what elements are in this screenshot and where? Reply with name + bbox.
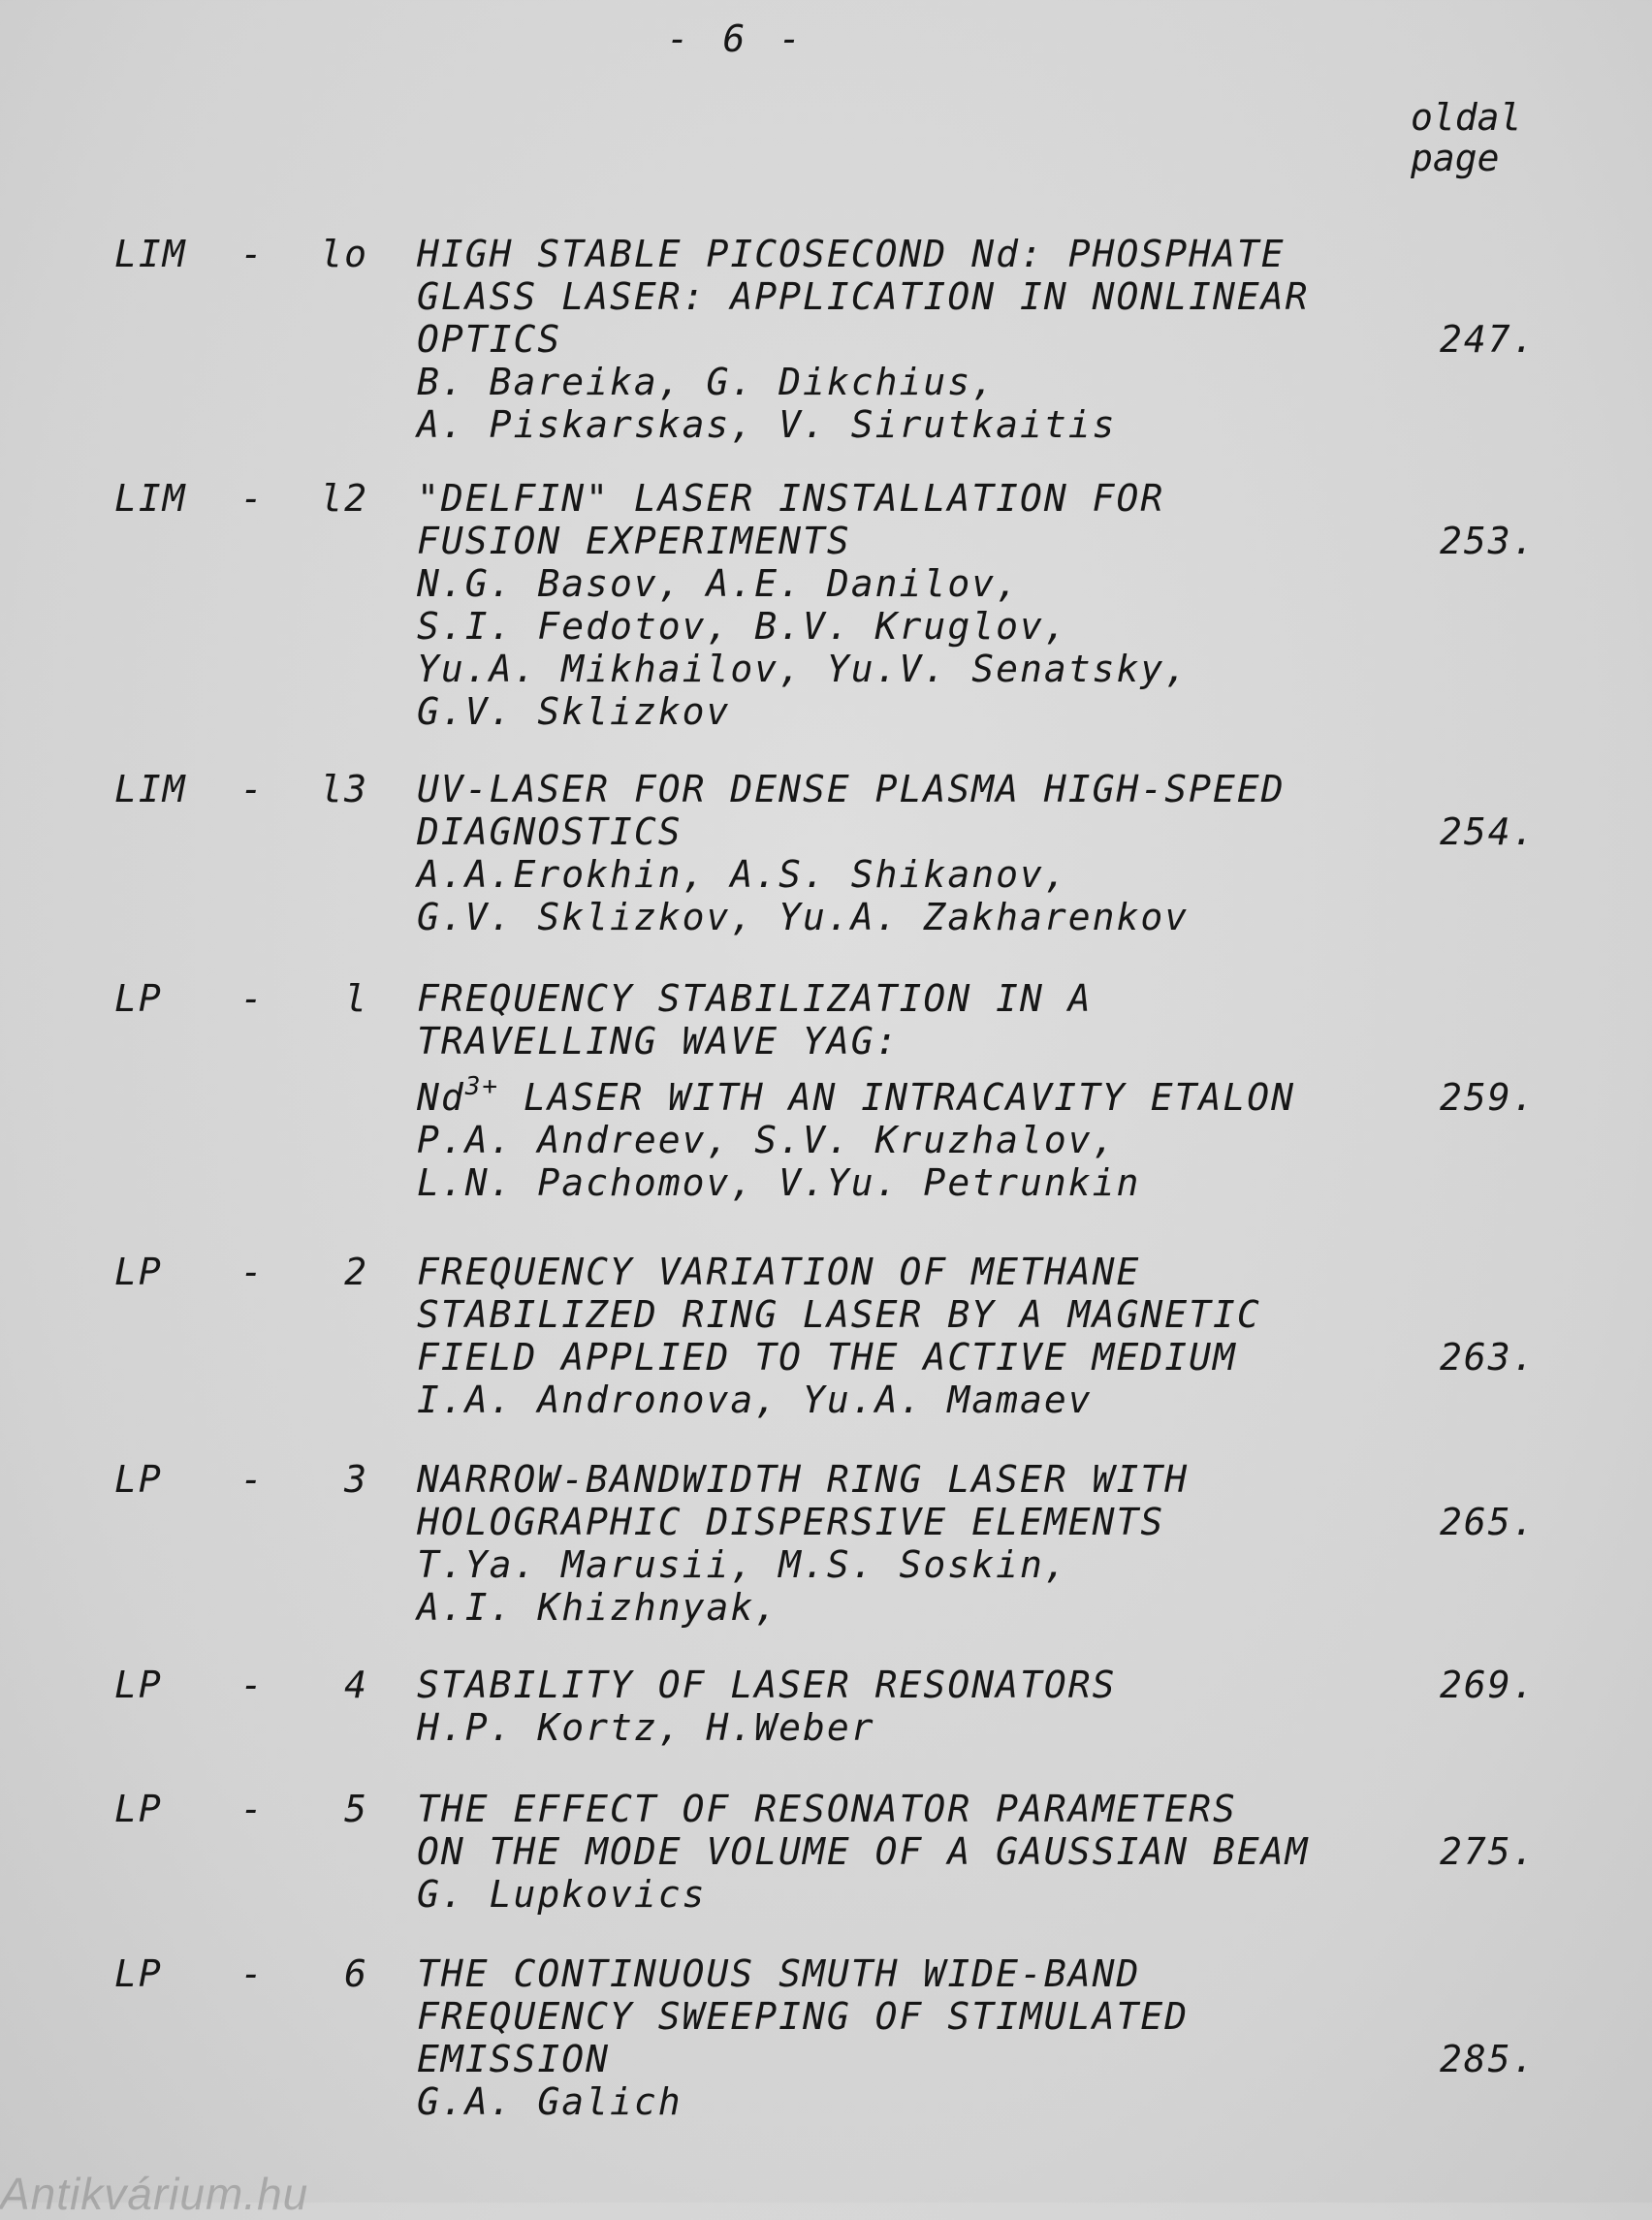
entry-code: LP bbox=[114, 1664, 163, 1706]
author-line: G.V. Sklizkov bbox=[417, 690, 731, 733]
title-line: GLASS LASER: APPLICATION IN NONLINEAR bbox=[417, 275, 1310, 318]
author-line: Yu.A. Mikhailov, Yu.V. Senatsky, bbox=[417, 648, 1190, 690]
title-line: HOLOGRAPHIC DISPERSIVE ELEMENTS bbox=[417, 1501, 1165, 1543]
entry-number: 4 bbox=[344, 1664, 368, 1706]
author-line: S.I. Fedotov, B.V. Kruglov, bbox=[417, 605, 1068, 648]
title-line bbox=[417, 1072, 1396, 1119]
entry-text bbox=[417, 1788, 1396, 1916]
entry-dash: - bbox=[240, 977, 265, 1020]
title-line: ON THE MODE VOLUME OF A GAUSSIAN BEAM bbox=[417, 1830, 1310, 1873]
title-line: STABILIZED RING LASER BY A MAGNETIC bbox=[417, 1293, 1261, 1336]
title-line: EMISSION bbox=[417, 2038, 611, 2080]
author-line: L.N. Pachomov, V.Yu. Petrunkin bbox=[417, 1161, 1141, 1204]
entry-code: LP bbox=[114, 1458, 163, 1501]
entry-text bbox=[417, 1664, 1396, 1749]
entry-code: LIM bbox=[114, 768, 187, 810]
author-line: A.I. Khizhnyak, bbox=[417, 1586, 779, 1629]
entry-page: 269. bbox=[1440, 1664, 1537, 1706]
title-line: TRAVELLING WAVE YAG: bbox=[417, 1020, 900, 1062]
author-line: A.A.Erokhin, A.S. Shikanov, bbox=[417, 853, 1068, 896]
watermark: Antikvárium.hu bbox=[0, 2169, 309, 2219]
title-line: NARROW-BANDWIDTH RING LASER WITH bbox=[417, 1458, 1190, 1501]
entry-dash: - bbox=[240, 1458, 265, 1501]
entry-page: 285. bbox=[1440, 2038, 1537, 2080]
entry-code: LP bbox=[114, 1251, 163, 1293]
author-line: G. Lupkovics bbox=[417, 1873, 707, 1916]
title-line: OPTICS bbox=[417, 318, 562, 361]
title-line: FREQUENCY VARIATION OF METHANE bbox=[417, 1251, 1141, 1293]
entry-page: 253. bbox=[1440, 520, 1537, 562]
entry-dash: - bbox=[240, 1251, 265, 1293]
author-line: G.V. Sklizkov, Yu.A. Zakharenkov bbox=[417, 896, 1190, 938]
entry-dash: - bbox=[240, 233, 265, 275]
entry-dash: - bbox=[240, 768, 265, 810]
title-line: "DELFIN" LASER INSTALLATION FOR bbox=[417, 477, 1165, 520]
entry-dash: - bbox=[240, 1788, 265, 1830]
title-line: FREQUENCY STABILIZATION IN A bbox=[417, 977, 1093, 1020]
entry-page: 254. bbox=[1440, 810, 1537, 853]
author-line: P.A. Andreev, S.V. Kruzhalov, bbox=[417, 1119, 1117, 1161]
title-line-text: LASER WITH AN INTRACAVITY ETALON bbox=[523, 1076, 1296, 1119]
entry-code: LP bbox=[114, 1788, 163, 1830]
entry-text bbox=[417, 477, 1396, 733]
entry-code: LP bbox=[114, 977, 163, 1020]
entry-page: 247. bbox=[1440, 318, 1537, 361]
title-line: STABILITY OF LASER RESONATORS bbox=[417, 1664, 1117, 1706]
entry-number: 2 bbox=[344, 1251, 368, 1293]
entry-page: 259. bbox=[1440, 1076, 1537, 1119]
nd-symbol: Nd bbox=[417, 1076, 465, 1119]
author-line: I.A. Andronova, Yu.A. Mamaev bbox=[417, 1379, 1093, 1421]
entry-page: 263. bbox=[1440, 1336, 1537, 1379]
entry-page: 265. bbox=[1440, 1501, 1537, 1543]
entry-text bbox=[417, 977, 1396, 1204]
entry-code: LIM bbox=[114, 233, 187, 275]
page-number: - 6 - bbox=[666, 17, 808, 60]
entry-number: 6 bbox=[344, 1952, 368, 1995]
title-line: THE EFFECT OF RESONATOR PARAMETERS bbox=[417, 1788, 1237, 1830]
title-line: DIAGNOSTICS bbox=[417, 810, 683, 853]
entry-dash: - bbox=[240, 1664, 265, 1706]
author-line: T.Ya. Marusii, M.S. Soskin, bbox=[417, 1543, 1068, 1586]
author-line: N.G. Basov, A.E. Danilov, bbox=[417, 562, 1020, 605]
entry-code: LP bbox=[114, 1952, 163, 1995]
entry-number: 5 bbox=[344, 1788, 368, 1830]
entry-page: 275. bbox=[1440, 1830, 1537, 1873]
entry-dash: - bbox=[240, 1952, 265, 1995]
entry-number: l bbox=[344, 977, 368, 1020]
entry-code: LIM bbox=[114, 477, 187, 520]
title-line: UV-LASER FOR DENSE PLASMA HIGH-SPEED bbox=[417, 768, 1286, 810]
entry-text bbox=[417, 1952, 1396, 2123]
entry-dash: - bbox=[240, 477, 265, 520]
entry-text bbox=[417, 233, 1396, 446]
title-line: THE CONTINUOUS SMUTH WIDE-BAND bbox=[417, 1952, 1141, 1995]
entry-text bbox=[417, 1251, 1396, 1421]
title-line: FUSION EXPERIMENTS bbox=[417, 520, 851, 562]
oldal-label: oldal bbox=[1411, 96, 1522, 139]
title-line: FIELD APPLIED TO THE ACTIVE MEDIUM bbox=[417, 1336, 1237, 1379]
entry-text bbox=[417, 768, 1396, 938]
entry-number: l3 bbox=[320, 768, 368, 810]
author-line: H.P. Kortz, H.Weber bbox=[417, 1706, 875, 1749]
page-label: page bbox=[1411, 137, 1500, 179]
title-line: HIGH STABLE PICOSECOND Nd: PHOSPHATE bbox=[417, 233, 1286, 275]
entry-number: lo bbox=[320, 233, 368, 275]
author-line: B. Bareika, G. Dikchius, bbox=[417, 361, 997, 403]
page-column-header bbox=[1411, 97, 1521, 178]
author-line: A. Piskarskas, V. Sirutkaitis bbox=[417, 403, 1117, 446]
entry-number: 3 bbox=[344, 1458, 368, 1501]
entry-number: l2 bbox=[320, 477, 368, 520]
title-line: FREQUENCY SWEEPING OF STIMULATED bbox=[417, 1995, 1190, 2038]
author-line: G.A. Galich bbox=[417, 2080, 683, 2123]
entry-text bbox=[417, 1458, 1396, 1629]
nd-superscript: 3+ bbox=[464, 1072, 500, 1101]
